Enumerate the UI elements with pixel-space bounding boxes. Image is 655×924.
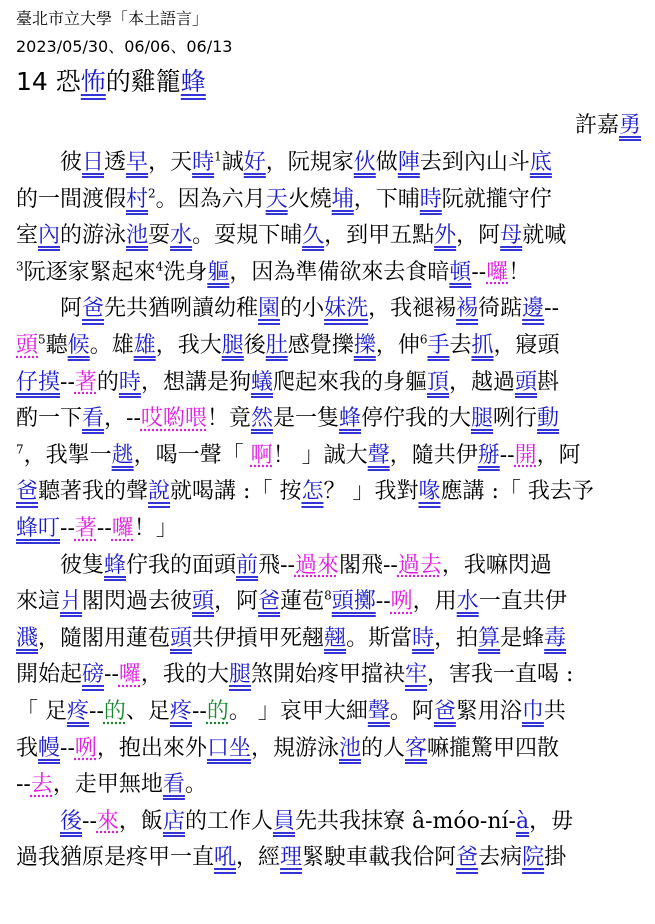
footnote-mark: 1 — [214, 149, 222, 164]
text-run: ！」 — [133, 516, 178, 541]
particle-mark: 的 — [206, 699, 229, 724]
tone-marked-char: 趒 — [111, 442, 134, 468]
text-run: 開始起 — [16, 662, 83, 688]
text-run: -- — [191, 699, 207, 724]
tone-marked-char: 蜂叮 — [16, 516, 61, 541]
tone-marked-char: 池 — [126, 223, 149, 249]
particle-mark: 啊 — [250, 442, 273, 468]
footnote-mark: 3 — [16, 259, 24, 274]
particle-mark: 囉 — [118, 662, 141, 688]
particle-mark: 頭 — [16, 333, 39, 358]
tone-marked-char: 肚 — [265, 333, 288, 358]
text-run: 就喊 — [522, 223, 567, 249]
tone-marked-char: 手 — [427, 333, 450, 358]
text-run: 的人 — [360, 735, 405, 761]
particle-mark: 咧 — [74, 735, 97, 761]
text-run: 的一間渡假 — [16, 186, 127, 212]
tone-marked-char: 擽 — [353, 333, 376, 358]
text-run: 我 — [16, 735, 39, 761]
text-run — [16, 809, 60, 834]
text-run: ，寢頭 — [493, 333, 560, 358]
text-run: -- — [375, 589, 391, 615]
text-run: ？ 」我對 — [323, 479, 419, 505]
text-run: ，毋 — [529, 808, 574, 834]
tone-marked-char: 爿 — [60, 589, 83, 615]
tone-marked-char: 動 — [537, 406, 560, 432]
text-run: 來這 — [16, 589, 61, 615]
text-run: -- — [544, 296, 560, 322]
body-line — [16, 148, 552, 178]
footnote-mark: 2 — [148, 186, 156, 201]
tone-marked-char: 軀 — [207, 259, 230, 285]
text-run: ！竟 — [206, 406, 251, 432]
tone-marked-char: 母 — [500, 223, 523, 249]
footnote-mark: 7 — [16, 442, 24, 457]
text-run: 嘛攏驚甲四散 — [427, 735, 560, 761]
tone-marked-char: 蜂 — [180, 67, 206, 96]
text-run: 是一隻 — [272, 406, 339, 432]
text-run: ，喝一聲「 — [133, 442, 251, 468]
text-run: 飛-- — [258, 552, 295, 578]
text-run: 。斯當 — [346, 625, 413, 651]
header-line-2: 2023/05/30、06/06、06/13 — [16, 37, 233, 56]
footnote-mark: 5 — [38, 332, 46, 347]
tone-marked-char: 店 — [162, 808, 185, 834]
text-run: -- — [82, 808, 97, 834]
text-run: 緊用浴 — [455, 699, 522, 724]
body-line — [16, 368, 559, 398]
particle-mark: 囉 — [486, 259, 509, 285]
particle-mark: 來 — [96, 808, 119, 834]
text-run: 透 — [104, 150, 127, 175]
body-line — [16, 697, 566, 727]
text-run: 、足 — [125, 699, 170, 724]
text-run: 一直共伊 — [478, 589, 567, 615]
tone-marked-char: 院 — [522, 845, 545, 871]
tone-marked-char: 疼 — [169, 699, 192, 724]
tone-marked-char: 掰 — [477, 442, 500, 468]
text-run: 共伊摃甲死翹 — [192, 625, 325, 651]
text-run: 火燒 — [287, 186, 332, 212]
text-run: 阿 — [16, 296, 83, 322]
tone-marked-char: 雄 — [133, 333, 156, 358]
tone-marked-char: 水 — [170, 223, 193, 249]
tone-marked-char: 勇 — [618, 113, 641, 138]
tone-marked-char: 說 — [148, 479, 171, 505]
text-run: 。因為六月 — [155, 186, 266, 212]
header-line-1: 臺北市立大學「本土語言」 — [16, 9, 209, 28]
tone-marked-char: 怖 — [80, 67, 106, 96]
tone-marked-char: 蟻 — [250, 369, 273, 395]
tone-marked-char: 爸 — [258, 589, 281, 615]
body-line — [16, 514, 178, 544]
text-run: ，規游泳 — [250, 735, 339, 761]
tone-marked-char: 蜂 — [338, 406, 361, 432]
text-run: ，到甲五點 — [324, 223, 435, 249]
tone-marked-char: 蜂 — [104, 552, 127, 578]
text-run: ！ 」誠大 — [272, 442, 368, 468]
text-run: -- — [471, 259, 487, 285]
tone-marked-char: 後 — [60, 808, 83, 834]
text-run: 煞開始疼甲擋袂 — [250, 662, 405, 688]
text-run: 室 — [16, 223, 39, 249]
tone-marked-char: 客 — [405, 735, 428, 761]
text-run: 閣飛-- — [338, 552, 398, 578]
tone-marked-char: 仔摸 — [16, 369, 61, 395]
body-line — [16, 404, 559, 434]
tone-marked-char: 疼 — [67, 699, 90, 724]
tone-marked-char: 看 — [82, 406, 105, 432]
text-run: ，我的大 — [140, 662, 229, 688]
text-run: ，想講是狗 — [140, 369, 251, 395]
body-line — [16, 331, 560, 361]
text-run: 徛踮 — [478, 296, 523, 322]
text-run: 咧行 — [493, 406, 538, 432]
text-run: 耍 — [148, 223, 171, 249]
text-run: 先共我抹寮 â-móo-ní- — [294, 808, 516, 834]
body-line — [16, 807, 573, 837]
text-run: 緊駛車載我佮阿 — [302, 845, 457, 871]
text-run: 停佇我的大 — [360, 406, 471, 432]
tone-marked-char: 候 — [67, 333, 90, 358]
tone-marked-char: 好 — [243, 150, 266, 175]
body-line — [16, 185, 552, 215]
tone-marked-char: 陣 — [397, 150, 420, 175]
text-run: -- — [60, 369, 75, 395]
text-run: ，阮規家 — [265, 150, 354, 175]
tone-marked-char: 前 — [236, 552, 259, 578]
text-run: 應講 :「 我去予 — [440, 479, 594, 505]
text-run: 14 恐 — [16, 67, 81, 96]
text-run: ，因為準備欲來去食暗 — [229, 259, 450, 285]
body-line — [16, 843, 566, 873]
particle-mark: 哎喲喂 — [140, 406, 207, 432]
text-run: ，阿 — [456, 223, 501, 249]
text-run: 的小 — [280, 296, 325, 322]
text-run: 是蜂 — [500, 625, 545, 651]
body-line — [16, 221, 566, 251]
particle-mark: 過來 — [294, 552, 339, 578]
text-run: ，阿 — [214, 589, 259, 615]
footnote-mark: 6 — [419, 332, 428, 347]
text-run: ，我掣一 — [23, 442, 112, 468]
tone-marked-char: 理 — [280, 845, 303, 871]
text-run: 後 — [243, 333, 266, 358]
tone-marked-char: 時 — [419, 186, 442, 212]
tone-marked-char: 毒 — [544, 625, 567, 651]
text-run: 的游泳 — [60, 223, 127, 249]
tone-marked-char: 日 — [82, 150, 105, 175]
text-run: 誠 — [221, 150, 244, 175]
text-run: 的雞籠 — [105, 67, 181, 96]
tone-marked-char: 員 — [272, 808, 295, 834]
footnote-mark: 4 — [155, 259, 164, 274]
text-run: 。耍規下晡 — [192, 223, 303, 249]
author-name — [575, 108, 641, 139]
tone-marked-char: 頭 — [192, 589, 215, 615]
particle-mark: 著 — [74, 369, 97, 395]
text-run: ，越過 — [449, 369, 516, 395]
text-run: 閣閃過去彼 — [82, 589, 193, 615]
text-run: 聽 — [45, 333, 68, 358]
tone-marked-char: 內 — [38, 223, 61, 249]
particle-mark: 的 — [103, 699, 126, 724]
text-run: 掛 — [544, 845, 567, 871]
text-run: 洗身 — [163, 259, 208, 285]
tone-marked-char: 腿 — [228, 662, 251, 688]
tone-marked-char: 洗 — [346, 296, 369, 322]
text-run: 做 — [375, 150, 398, 175]
tone-marked-char: 邊 — [522, 296, 545, 322]
tone-marked-char: 妹 — [324, 296, 347, 322]
text-run: ，經 — [236, 845, 281, 871]
tone-marked-char: 裼 — [456, 296, 479, 322]
tone-marked-char: à — [515, 808, 530, 834]
text-run: 許嘉 — [574, 113, 619, 138]
particle-mark: 著 — [74, 516, 97, 541]
body-line — [16, 294, 559, 324]
text-run: 去 — [449, 333, 472, 358]
text-run: 酌一下 — [16, 406, 83, 432]
tone-marked-char: 頭 — [170, 625, 193, 651]
particle-mark: 開 — [514, 442, 537, 468]
text-run: 感覺擽 — [287, 333, 354, 358]
text-run: 斟 — [537, 369, 560, 395]
tone-marked-char: 爸 — [456, 845, 479, 871]
tone-marked-char: 聲 — [367, 699, 390, 724]
tone-marked-char: 時 — [118, 369, 141, 395]
tone-marked-char: 磅 — [82, 662, 105, 688]
tone-marked-char: 翹 — [324, 625, 347, 651]
body-line — [16, 624, 566, 654]
text-run: 阮逐家緊起來 — [23, 259, 156, 285]
tone-marked-char: 抓 — [471, 333, 494, 358]
tone-marked-char: 腿 — [471, 406, 494, 432]
tone-marked-char: 濺 — [16, 625, 39, 651]
text-run: ，飯 — [118, 808, 163, 834]
text-run: 去病 — [478, 845, 523, 871]
text-run: 。阿 — [389, 699, 434, 724]
article-title — [16, 62, 206, 98]
tone-marked-char: 喙 — [418, 479, 441, 505]
particle-mark: 過去 — [397, 552, 442, 578]
text-run: 彼隻 — [16, 552, 105, 578]
text-run: ，隨閣用蓮苞 — [38, 625, 171, 651]
text-run: 佇我的面頭 — [126, 552, 237, 578]
tone-marked-char: 時 — [192, 150, 215, 175]
tone-marked-char: 早 — [126, 150, 149, 175]
text-run: 就喝講 :「 按 — [170, 479, 302, 505]
text-run: ，伸 — [375, 333, 420, 358]
text-run: ，隨共伊 — [389, 442, 478, 468]
text-run: ！ — [508, 259, 531, 285]
tone-marked-char: 牢 — [404, 662, 427, 688]
text-run: 過我猶原是疼甲一直 — [16, 845, 215, 871]
text-run: 「 足 — [16, 699, 67, 724]
text-run: ，走甲無地 — [52, 772, 163, 798]
particle-mark: 咧 — [390, 589, 413, 615]
text-run: 彼 — [16, 150, 83, 175]
tone-marked-char: 時 — [412, 625, 435, 651]
tone-marked-char: 底 — [529, 150, 552, 175]
text-run: ，我大 — [155, 333, 222, 358]
text-run: 。 — [184, 772, 207, 798]
text-run: ，抱出來外 — [96, 735, 207, 761]
tone-marked-char: 聲 — [367, 442, 390, 468]
tone-marked-char: 村 — [126, 186, 149, 212]
tone-marked-char: 池 — [338, 735, 361, 761]
tone-marked-char: 外 — [434, 223, 457, 249]
text-run: 的 — [96, 369, 119, 395]
tone-marked-char: 吼 — [214, 845, 237, 871]
text-run: 蓮苞 — [280, 589, 325, 615]
text-run: -- — [499, 442, 515, 468]
tone-marked-char: 爸 — [16, 479, 39, 505]
body-line — [16, 734, 559, 764]
tone-marked-char: 爸 — [433, 699, 456, 724]
tone-marked-char: 埔 — [331, 186, 354, 212]
text-run: ，阿 — [536, 442, 581, 468]
tone-marked-char: 頓 — [449, 259, 472, 285]
body-line — [16, 660, 573, 690]
body-line — [16, 258, 530, 288]
body-line — [16, 770, 207, 800]
body-line — [16, 587, 567, 617]
text-run: -- — [60, 735, 75, 761]
tone-marked-char: 頂 — [426, 369, 449, 395]
tone-marked-char: 巾 — [521, 699, 544, 724]
body-line — [16, 477, 594, 507]
tone-marked-char: 口坐 — [206, 735, 251, 761]
tone-marked-char: 頭擲 — [331, 589, 376, 615]
text-run: 去到內山斗 — [419, 150, 530, 175]
tone-marked-char: 天 — [265, 186, 288, 212]
tone-marked-char: 算 — [478, 625, 501, 651]
tone-marked-char: 伙 — [353, 150, 376, 175]
text-run: ，拍 — [434, 625, 479, 651]
text-run: ，害我一直喝 : — [426, 662, 574, 688]
particle-mark: 囉 — [111, 516, 134, 541]
text-run: -- — [96, 516, 112, 541]
particle-mark: 去 — [30, 772, 53, 798]
text-run: 。 」哀甲大細 — [228, 699, 368, 724]
body-line — [16, 441, 581, 471]
tone-marked-char: 爸 — [82, 296, 105, 322]
text-run: 先共猶咧讀幼稚 — [104, 296, 259, 322]
text-run: 共 — [543, 699, 566, 724]
text-run: 爬起來我的身軀 — [272, 369, 427, 395]
text-run: ，天 — [148, 150, 193, 175]
text-run: ，下晡 — [353, 186, 420, 212]
text-run: -- — [104, 662, 119, 688]
text-run: 。雄 — [89, 333, 134, 358]
tone-marked-char: 怎 — [301, 479, 324, 505]
text-run: ，用 — [412, 589, 457, 615]
tone-marked-char: 看 — [162, 772, 185, 798]
tone-marked-char: 久 — [302, 223, 325, 249]
text-run: 聽著我的聲 — [38, 479, 149, 505]
text-run: -- — [16, 772, 31, 798]
tone-marked-char: 頭 — [515, 369, 538, 395]
text-run: -- — [89, 699, 104, 724]
tone-marked-char: 水 — [456, 589, 479, 615]
text-run: ，我嘛閃過 — [441, 552, 552, 578]
text-run: 阮就攏守佇 — [441, 186, 552, 212]
text-run: ，-- — [104, 406, 141, 432]
tone-marked-char: 然 — [250, 406, 273, 432]
body-line — [16, 551, 552, 581]
tone-marked-char: 腿 — [221, 333, 244, 358]
text-run: -- — [60, 516, 75, 541]
text-run: ，我褪裼 — [368, 296, 457, 322]
tone-marked-char: 園 — [258, 296, 281, 322]
tone-marked-char: 幔 — [38, 735, 61, 761]
footnote-mark: 8 — [324, 588, 332, 603]
text-run: 的工作人 — [184, 808, 273, 834]
